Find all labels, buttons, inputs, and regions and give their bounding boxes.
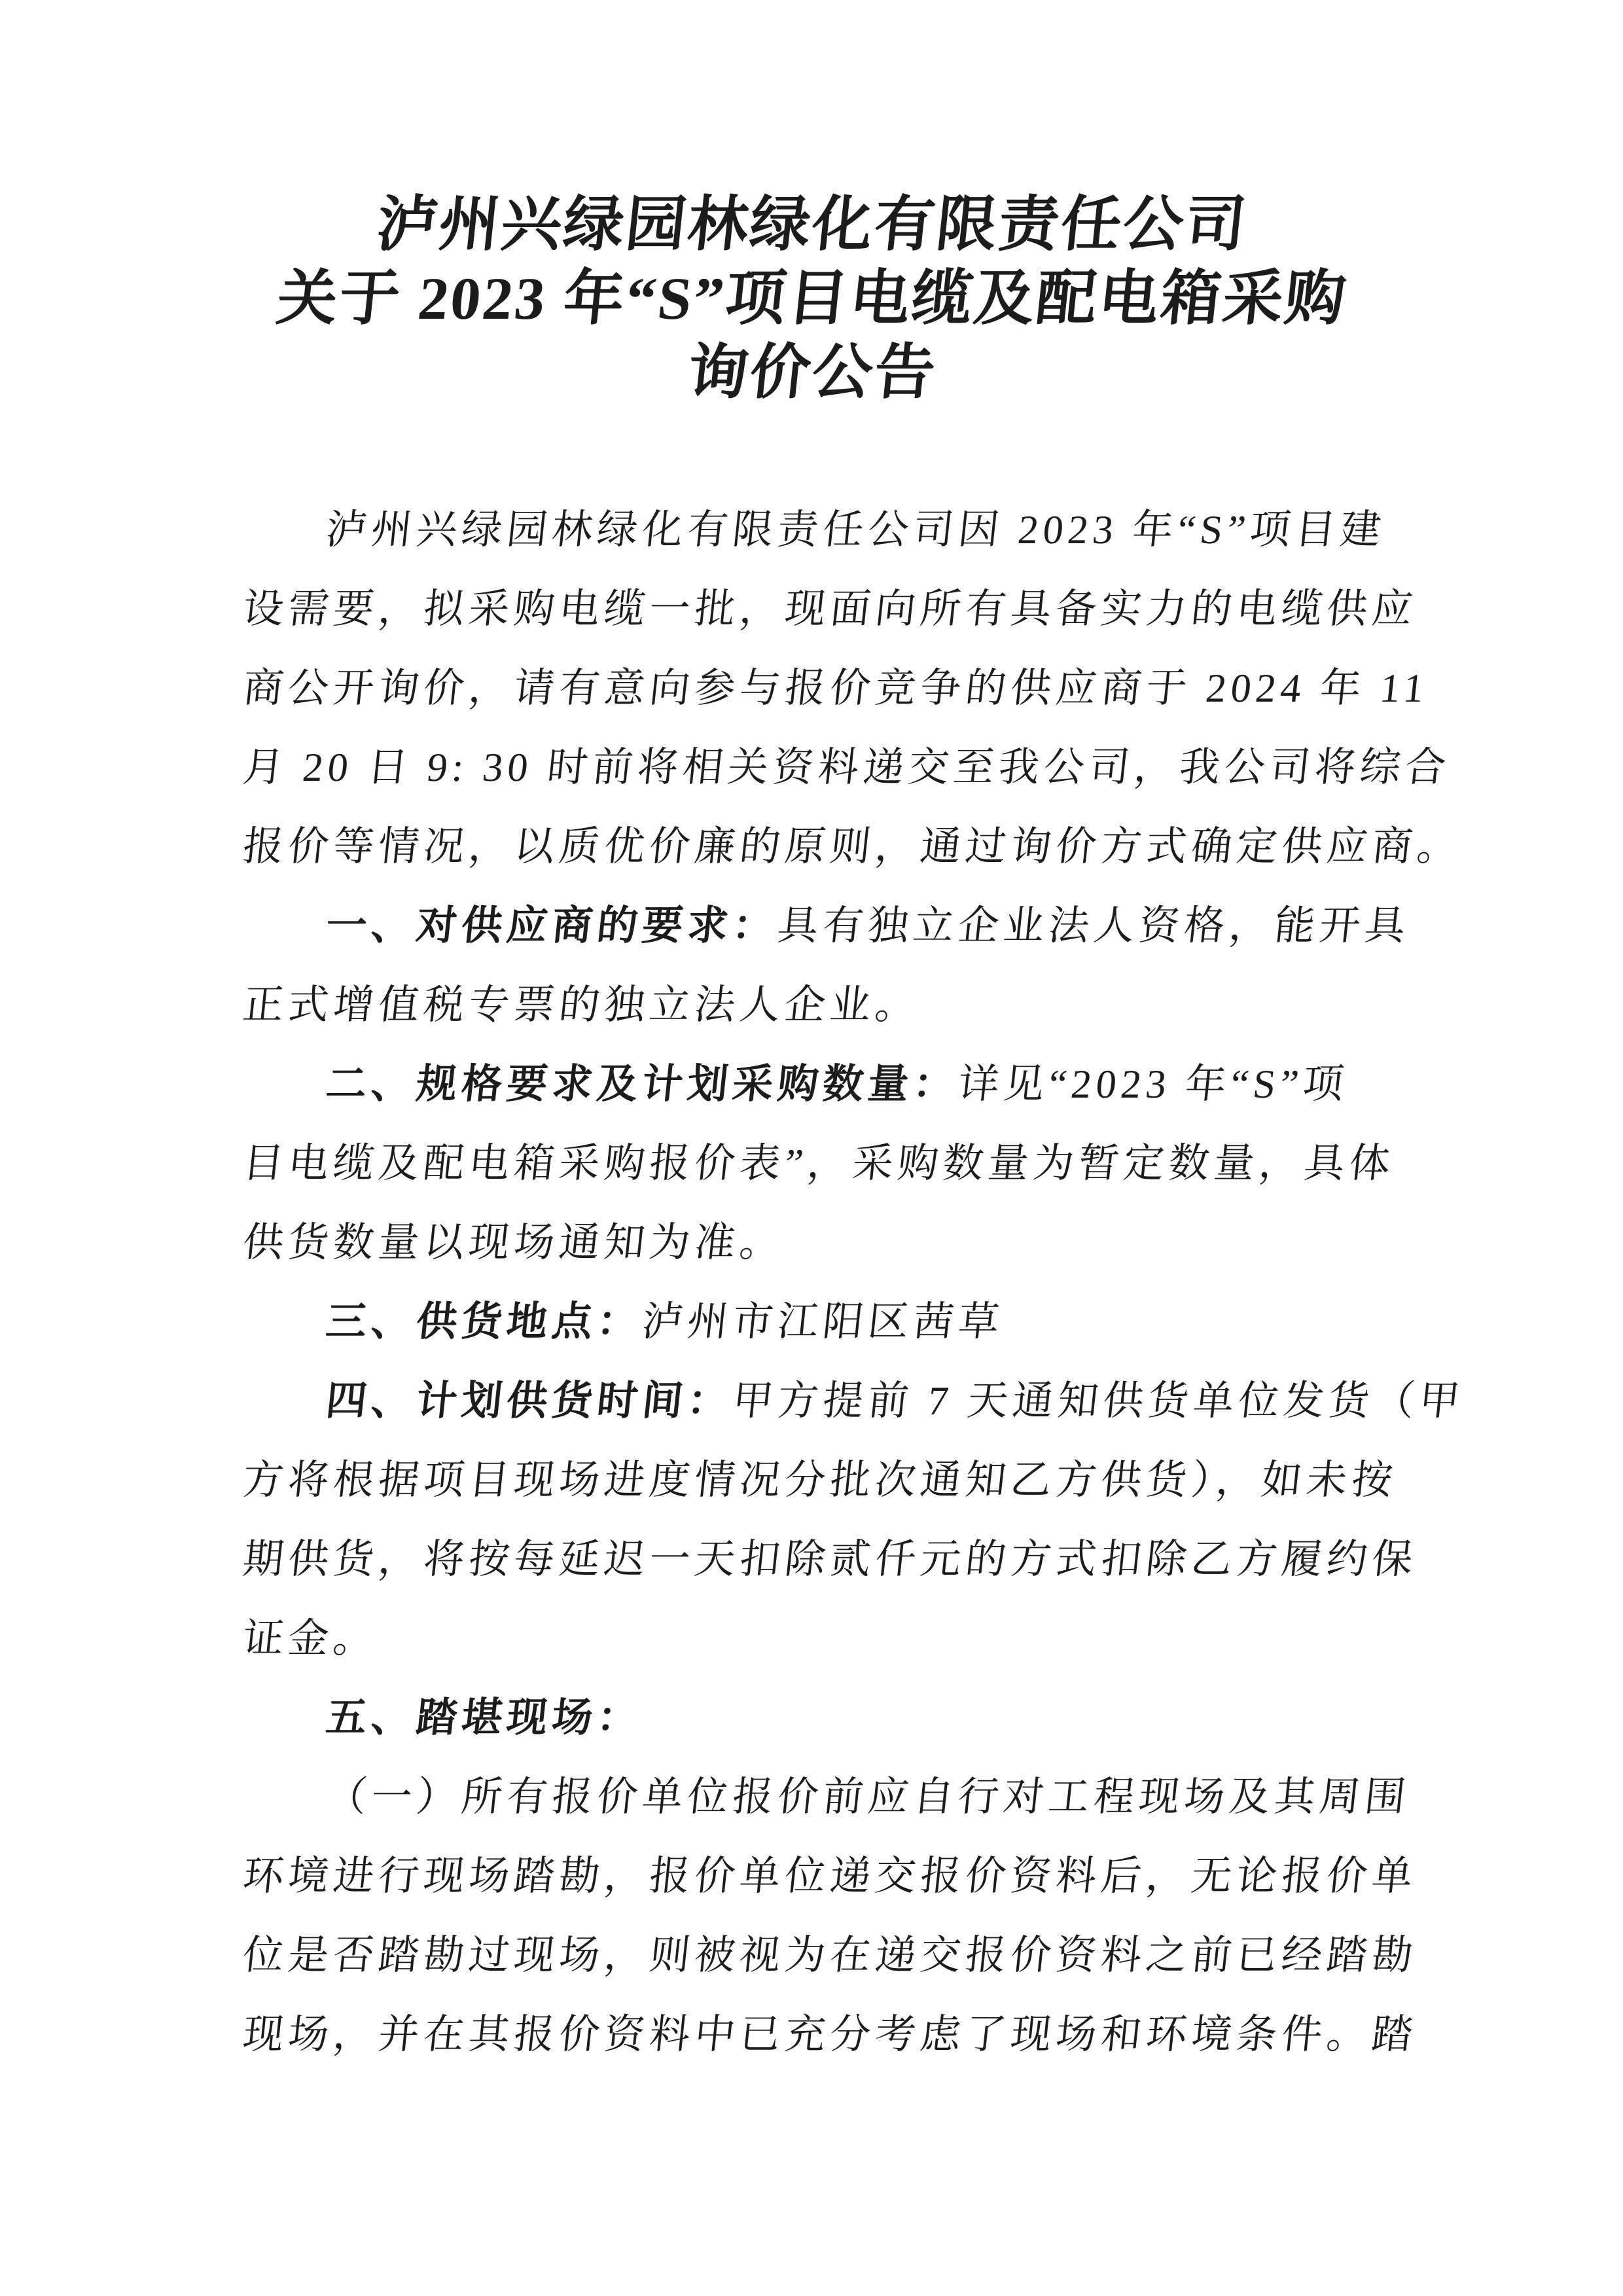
text-line bbox=[239, 728, 1453, 808]
text-line bbox=[239, 887, 1435, 966]
text-run: 现场，并在其报价资料中已充分考虑了现场和环境条件。踏 bbox=[240, 2013, 1419, 2057]
text-run: 泸州兴绿园林绿化有限责任公司因 2023 年“S”项目建 bbox=[323, 508, 1388, 552]
text-run: 泸州市江阳区茜草 bbox=[639, 1300, 1006, 1344]
text-run: 目电缆及配电箱采购报价表”，采购数量为暂定数量，具体 bbox=[240, 1141, 1397, 1186]
text-line bbox=[239, 966, 1435, 1045]
text-line bbox=[239, 1600, 1435, 1679]
text-run: （一）所有报价单位报价前应自行对工程现场及其周围 bbox=[323, 1775, 1412, 1820]
text-run: 具有独立企业法人资格，能开具 bbox=[775, 904, 1412, 948]
text-run: 月 20 日 9: 30 时前将相关资料递交至我公司，我公司将综合 bbox=[240, 745, 1453, 790]
text-run: 方将根据项目现场进度情况分批次通知乙方供货），如未按 bbox=[240, 1458, 1399, 1503]
heading-run: 五、踏堪现场： bbox=[323, 1696, 645, 1740]
document-body bbox=[240, 491, 1467, 2075]
text-run: 详见“2023 年“S”项 bbox=[955, 1062, 1351, 1107]
text-line bbox=[239, 1916, 1435, 1996]
text-run: 位是否踏勘过现场，则被视为在递交报价资料之前已经踏勘 bbox=[240, 1933, 1419, 1978]
text-line bbox=[239, 1045, 1435, 1124]
text-line bbox=[239, 1679, 1435, 1758]
text-run: 期供货，将按每延迟一天扣除贰仟元的方式扣除乙方履约保 bbox=[240, 1537, 1419, 1582]
heading-run: 三、供货地点： bbox=[323, 1300, 645, 1344]
document-title-line-1: 泸州兴绿园林绿化有限责任公司 bbox=[373, 191, 1251, 258]
text-line bbox=[239, 1441, 1435, 1520]
text-run: 甲方提前 7 天通知供货单位发货（甲 bbox=[730, 1379, 1467, 1424]
document-title bbox=[0, 188, 1623, 410]
text-run: 证金。 bbox=[240, 1617, 381, 1661]
text-line bbox=[239, 1204, 1435, 1283]
text-run: 环境进行现场踏勘，报价单位递交报价资料后，无论报价单 bbox=[240, 1854, 1419, 1899]
text-line bbox=[239, 1758, 1435, 1837]
text-line bbox=[239, 1520, 1435, 1600]
text-line bbox=[239, 1124, 1435, 1204]
text-run: 正式增值税专票的独立法人企业。 bbox=[240, 983, 923, 1028]
text-run: 设需要，拟采购电缆一批，现面向所有具备实力的电缆供应 bbox=[240, 587, 1419, 632]
text-line bbox=[239, 1362, 1467, 1441]
text-line bbox=[239, 649, 1435, 728]
document-title-line-3: 询价公告 bbox=[684, 339, 940, 406]
text-line bbox=[239, 491, 1435, 570]
text-line bbox=[239, 808, 1465, 887]
heading-run: 一、对供应商的要求： bbox=[323, 904, 780, 948]
text-run: 供货数量以现场通知为准。 bbox=[240, 1221, 787, 1265]
text-run: 报价等情况，以质优价廉的原则，通过询价方式确定供应商。 bbox=[240, 825, 1465, 869]
document-title-line-2: 关于 2023 年“S”项目电缆及配电箱采购 bbox=[274, 265, 1351, 332]
text-run: 商公开询价，请有意向参与报价竞争的供应商于 2024 年 11 bbox=[240, 666, 1431, 711]
heading-run: 二、规格要求及计划采购数量： bbox=[323, 1062, 961, 1107]
text-line bbox=[239, 1996, 1435, 2075]
text-line bbox=[239, 1837, 1435, 1916]
heading-run: 四、计划供货时间： bbox=[323, 1379, 735, 1424]
text-line bbox=[239, 570, 1435, 649]
text-line bbox=[239, 1283, 1435, 1362]
